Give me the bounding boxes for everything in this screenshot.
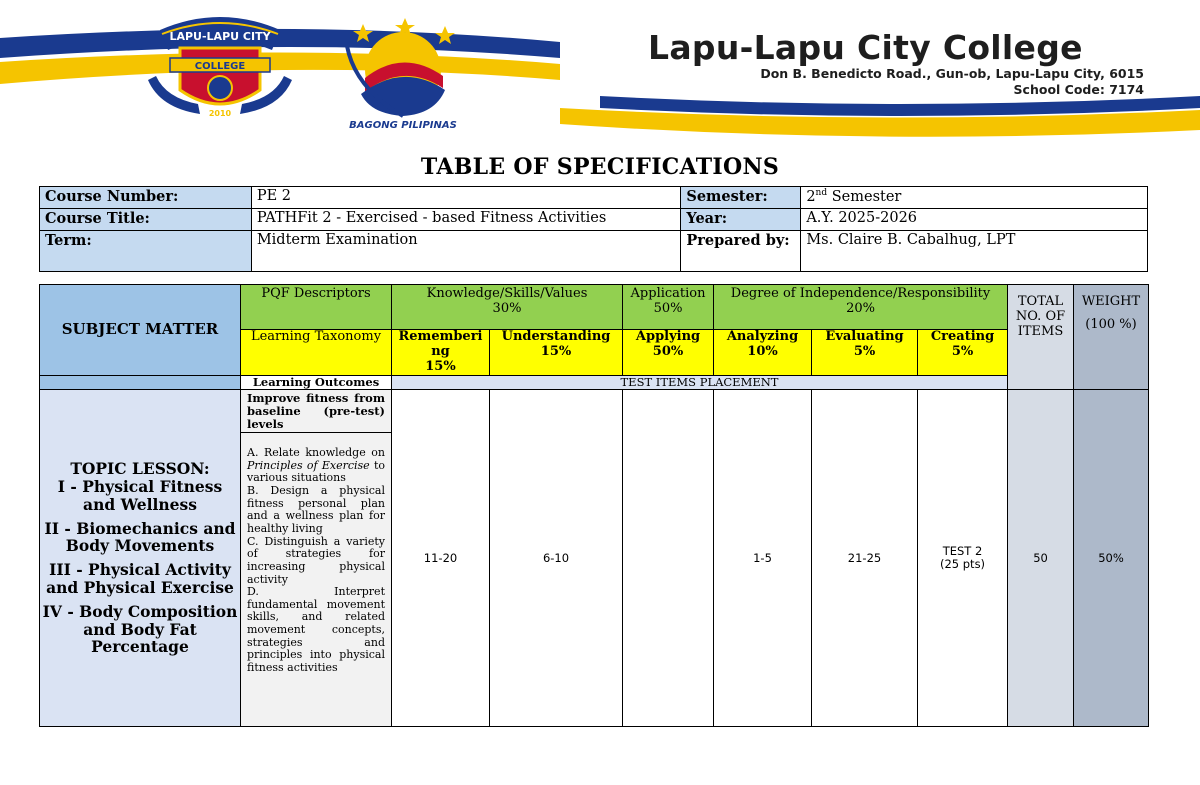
subject-matter-header: SUBJECT MATTER: [40, 285, 241, 376]
level-name: Analyzing: [726, 329, 799, 344]
prepared-by-label: Prepared by:: [681, 231, 801, 272]
outcome-a-prefix: A. Relate knowledge on: [247, 446, 385, 460]
school-code: School Code: 7174: [1013, 82, 1144, 97]
ksv-header: [392, 285, 623, 330]
outcome-main-row: [40, 390, 1149, 433]
ksv-name: Knowledge/Skills/Values: [426, 286, 588, 301]
specification-table: [39, 284, 1149, 727]
weight-label: WEIGHT: [1081, 294, 1141, 309]
pqf-descriptors-header: PQF Descriptors: [241, 285, 392, 330]
items-analyzing: 1-5: [714, 390, 812, 727]
course-number-label: Course Number:: [40, 187, 252, 209]
level-name: Creating: [930, 329, 995, 344]
year-label: Year:: [681, 209, 801, 231]
topic-lessons-cell: [40, 390, 241, 727]
bagong-pilipinas-text: BAGONG PILIPINAS: [349, 120, 457, 130]
level-percent: 50%: [652, 343, 684, 359]
course-title-value: PATHFit 2 - Exercised - based Fitness Activities: [251, 209, 681, 231]
level-percent: 15%: [425, 358, 456, 374]
level-analyzing: [714, 330, 812, 376]
term-row: [40, 231, 1148, 272]
weight-percent: (100 %): [1085, 316, 1137, 332]
independence-percent: 20%: [846, 300, 875, 316]
items-applying: [623, 390, 714, 727]
term-value: Midterm Examination: [251, 231, 681, 272]
subject-matter-spacer: [40, 376, 241, 390]
course-info-table: [39, 186, 1148, 272]
outcome-b: B. Design a physical fitness personal plan and a wellness plan for healthy living: [247, 484, 385, 535]
application-percent: 50%: [653, 300, 683, 316]
outcome-a-emphasis: Principles of Exercise: [247, 458, 370, 472]
items-creating: [918, 390, 1008, 727]
topic-item: IV - Body Composition and Body Fat Percentage: [42, 601, 238, 657]
items-creating-line1: TEST 2: [942, 543, 983, 558]
bagong-pilipinas-logo: [325, 18, 475, 130]
college-name: Lapu-Lapu City College: [648, 28, 1083, 67]
year-value: A.Y. 2025-2026: [801, 209, 1148, 231]
descriptor-header-row: [40, 285, 1149, 330]
level-applying: [623, 330, 714, 376]
topic-item: II - Biomechanics and Body Movements: [44, 518, 236, 556]
level-evaluating: [812, 330, 918, 376]
semester-suffix: nd: [815, 188, 828, 198]
topic-item: III - Physical Activity and Physical Exercise: [46, 560, 234, 597]
prepared-by-value: Ms. Claire B. Cabalhug, LPT: [801, 231, 1148, 272]
level-name: Remembering: [398, 329, 483, 359]
semester-number: 2: [806, 188, 816, 205]
college-seal-logo: [140, 10, 300, 122]
independence-header: [714, 285, 1008, 330]
learning-outcomes-header: Learning Outcomes: [241, 376, 392, 390]
level-understanding: [490, 330, 623, 376]
seal-top-text: LAPU-LAPU CITY: [169, 30, 271, 43]
test-items-placement-header: TEST ITEMS PLACEMENT: [392, 376, 1008, 390]
application-header: [623, 285, 714, 330]
outcome-d: D. Interpret fundamental movement skills, and related movement concepts, strategies and principles into physical fitness activities: [247, 585, 385, 675]
level-percent: 15%: [540, 343, 572, 359]
semester-value: [801, 187, 1148, 209]
total-items-header: TOTAL NO. OF ITEMS: [1008, 285, 1074, 390]
outcome-main: Improve fitness from baseline (pre-test) levels: [241, 390, 392, 433]
seal-band-text: COLLEGE: [194, 61, 246, 72]
college-address: Don B. Benedicto Road., Gun-ob, Lapu-Lapu City, 6015: [760, 66, 1144, 81]
outcome-c: C. Distinguish a variety of strategies for increasing physical activity: [247, 534, 385, 586]
weight-header: [1074, 285, 1149, 390]
independence-name: Degree of Independence/Responsibility: [730, 286, 991, 301]
total-items-value: 50: [1008, 390, 1074, 727]
items-evaluating: 21-25: [812, 390, 918, 727]
items-understanding: 6-10: [490, 390, 623, 727]
level-creating: [918, 330, 1008, 376]
semester-rest: Semester: [827, 188, 902, 205]
course-title-label: Course Title:: [40, 209, 252, 231]
semester-label: Semester:: [681, 187, 801, 209]
level-name: Evaluating: [825, 329, 904, 344]
items-remembering: 11-20: [392, 390, 490, 727]
course-number-value: PE 2: [251, 187, 681, 209]
level-percent: 10%: [747, 343, 778, 359]
weight-value: 50%: [1074, 390, 1149, 727]
topic-item: I - Physical Fitness and Wellness: [57, 476, 223, 514]
document-title: TABLE OF SPECIFICATIONS: [420, 154, 780, 180]
items-creating-line2: (25 pts): [939, 557, 986, 572]
learning-taxonomy-label: Learning Taxonomy: [241, 330, 392, 376]
level-name: Applying: [635, 329, 701, 344]
topic-heading: TOPIC LESSON:: [70, 459, 210, 479]
term-label: Term:: [40, 231, 252, 272]
application-name: Application: [630, 286, 706, 301]
ksv-percent: 30%: [492, 300, 522, 316]
outcome-a-suffix: to various situations: [247, 458, 385, 485]
level-name: Understanding: [501, 329, 611, 344]
letterhead: [0, 0, 1200, 150]
seal-year: 2010: [208, 109, 232, 118]
course-number-row: [40, 187, 1148, 209]
outcome-list: [241, 433, 392, 727]
outcomes-header-row: [40, 376, 1149, 390]
level-remembering: [392, 330, 490, 376]
course-title-row: [40, 209, 1148, 231]
level-percent: 5%: [951, 343, 974, 359]
level-percent: 5%: [853, 343, 876, 359]
outcome-a: [247, 447, 385, 485]
